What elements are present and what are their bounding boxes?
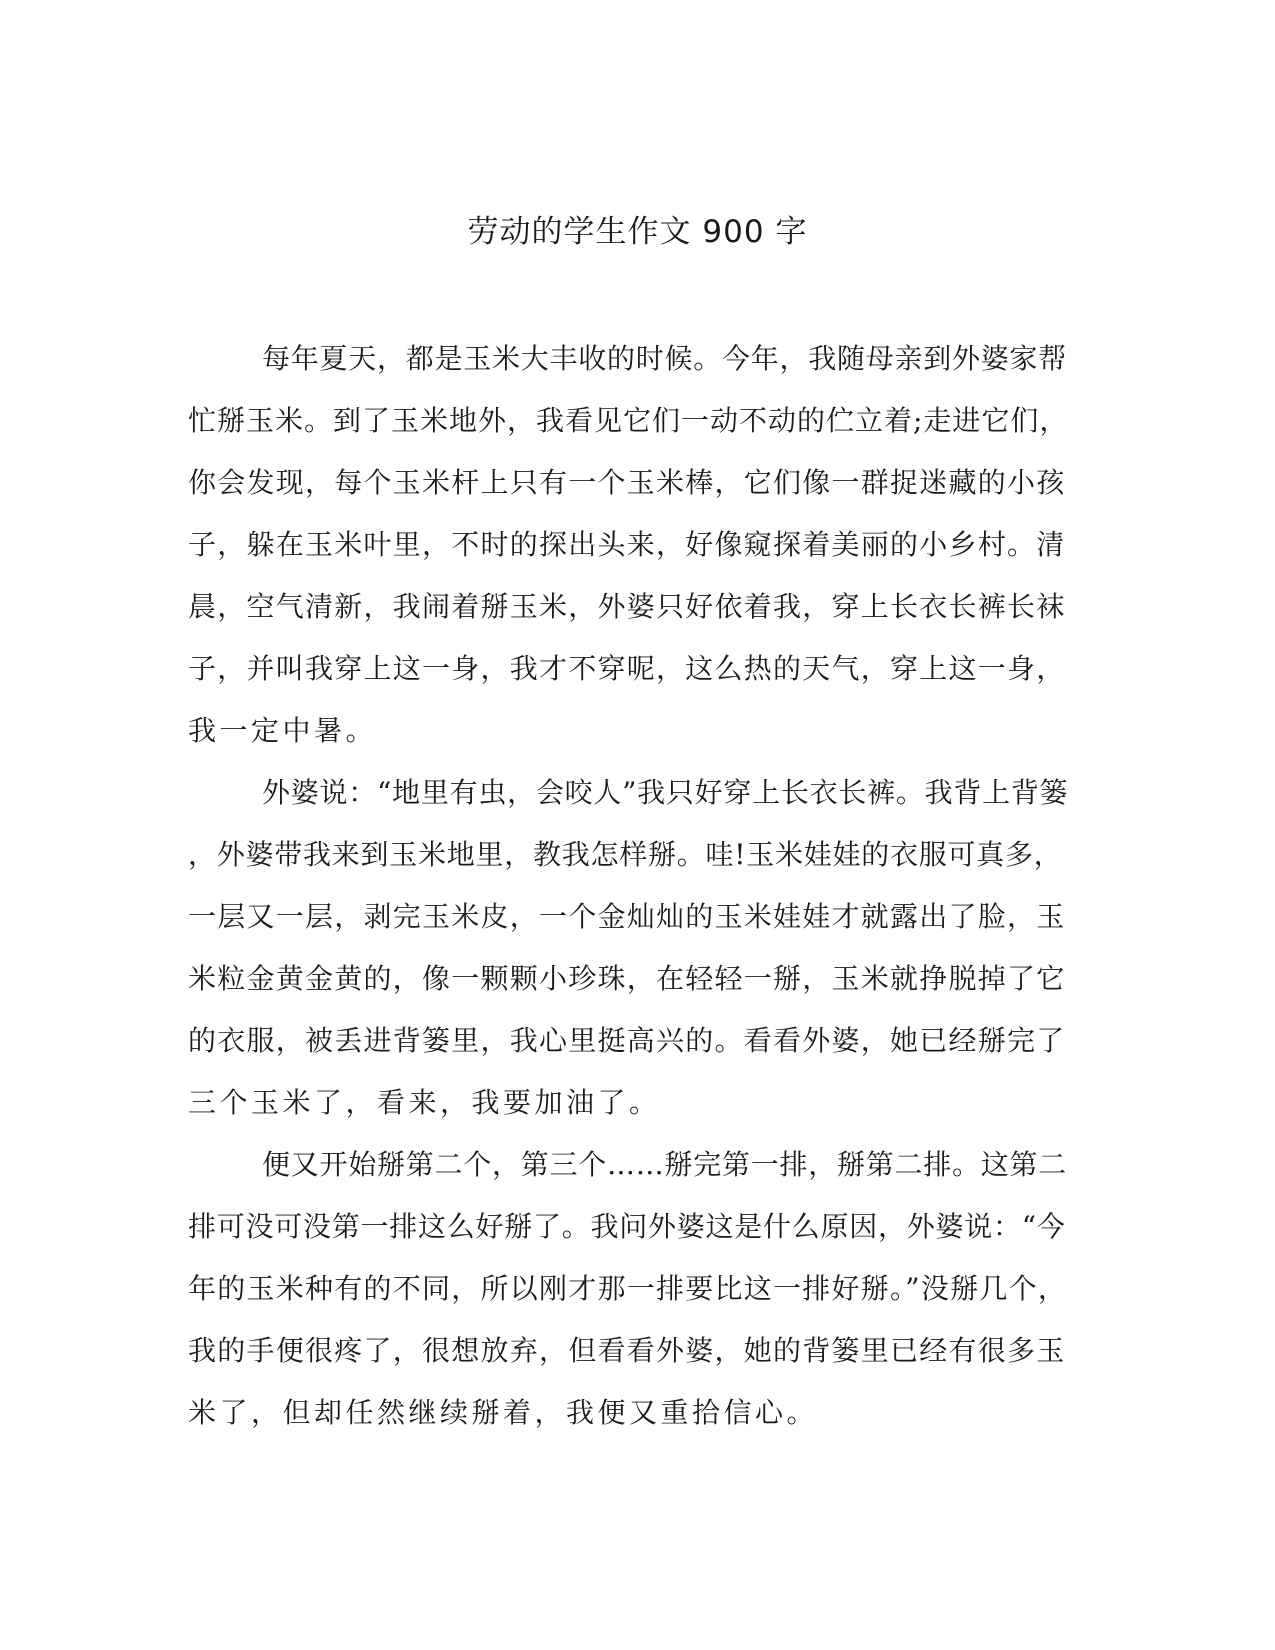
text-line: 我的手便很疼了，很想放弃，但看看外婆，她的背篓里已经有很多玉 xyxy=(188,1334,1066,1367)
text-line: 排可没可没第一排这么好掰了。我问外婆这是什么原因，外婆说：“今 xyxy=(188,1210,1066,1243)
text-line: 一层又一层，剥完玉米皮，一个金灿灿的玉米娃娃才就露出了脸，玉 xyxy=(188,900,1066,933)
text-line: ，外婆带我来到玉米地里，教我怎样掰。哇!玉米娃娃的衣服可真多， xyxy=(188,838,1063,871)
text-line: 忙掰玉米。到了玉米地外，我看见它们一动不动的伫立着;走进它们， xyxy=(188,404,1069,437)
text-line: 三个玉米了，看来，我要加油了。 xyxy=(188,1086,661,1119)
document-title: 劳动的学生作文 900 字 xyxy=(467,214,808,250)
text-line: 米粒金黄金黄的，像一颗颗小珍珠，在轻轻一掰，玉米就挣脱掉了它 xyxy=(188,962,1066,995)
essay-body xyxy=(188,328,1068,1444)
text-line: 子，躲在玉米叶里，不时的探出头来，好像窥探着美丽的小乡村。清 xyxy=(188,528,1066,561)
text-line: 我一定中暑。 xyxy=(188,714,378,747)
text-line: 便又开始掰第二个，第三个……掰完第一排，掰第二排。这第二 xyxy=(262,1148,1068,1181)
text-line: 子，并叫我穿上这一身，我才不穿呢，这么热的天气，穿上这一身， xyxy=(188,652,1066,685)
text-line: 每年夏天，都是玉米大丰收的时候。今年，我随母亲到外婆家帮 xyxy=(262,342,1068,375)
text-line: 外婆说：“地里有虫，会咬人”我只好穿上长衣长裤。我背上背篓 xyxy=(262,776,1069,809)
text-line: 米了，但却任然继续掰着，我便又重拾信心。 xyxy=(188,1396,819,1429)
text-line: 的衣服，被丢进背篓里，我心里挺高兴的。看看外婆，她已经掰完了 xyxy=(188,1024,1066,1057)
text-line: 你会发现，每个玉米杆上只有一个玉米棒，它们像一群捉迷藏的小孩 xyxy=(188,466,1066,499)
text-line: 晨，空气清新，我闹着掰玉米，外婆只好依着我，穿上长衣长裤长袜 xyxy=(188,590,1066,623)
text-line: 年的玉米种有的不同，所以刚才那一排要比这一排好掰。”没掰几个， xyxy=(188,1272,1068,1305)
